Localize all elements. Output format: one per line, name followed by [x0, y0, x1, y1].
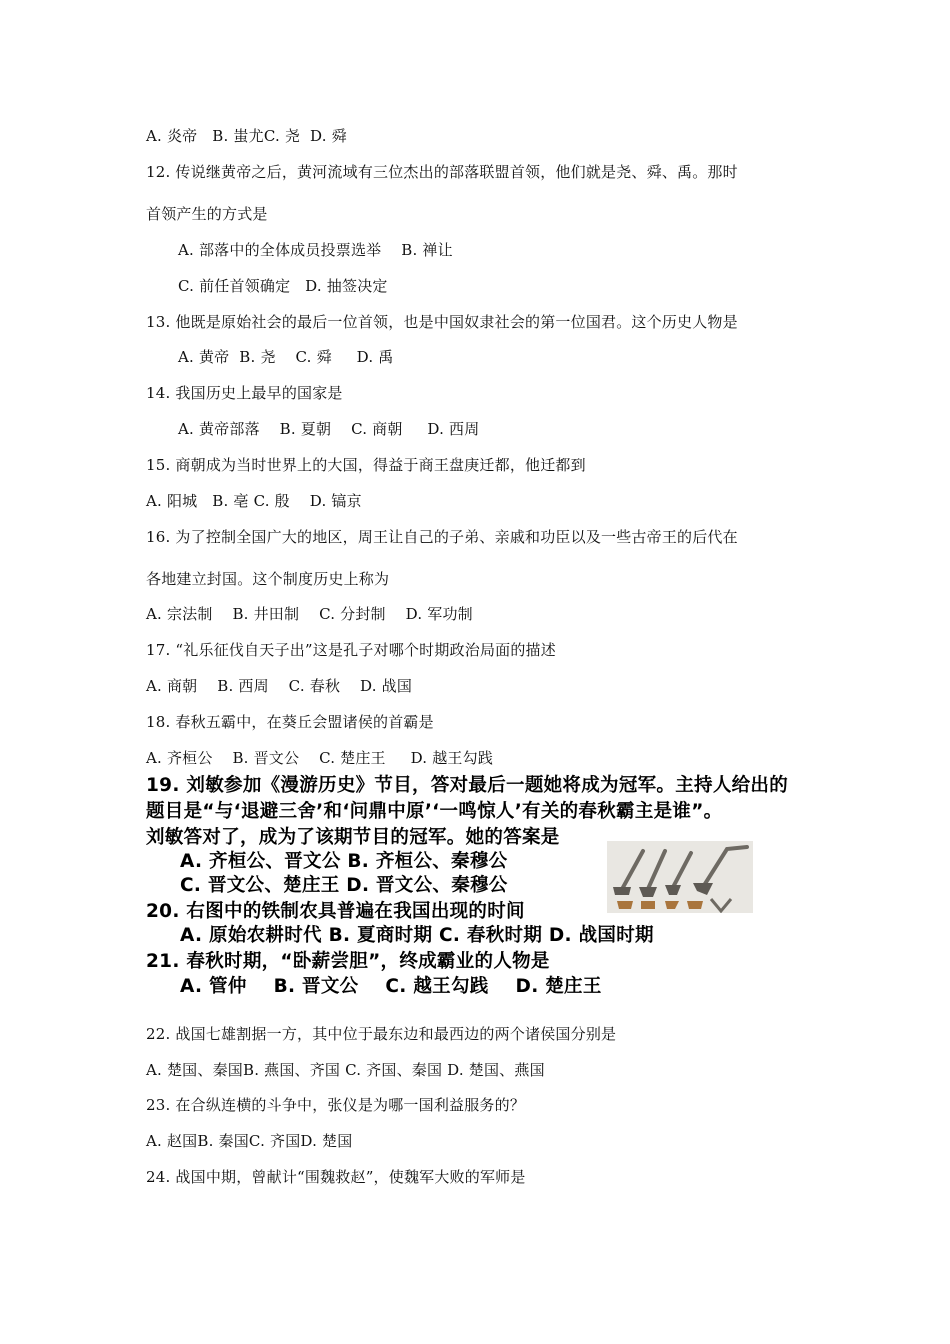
q18-options: A. 齐桓公 B. 晋文公 C. 楚庄王 D. 越王勾践 [146, 749, 494, 767]
q16-stem-line2: 各地建立封国。这个制度历史上称为 [146, 570, 390, 588]
q19-options-line1: A. 齐桓公、晋文公 B. 齐桓公、秦穆公 [180, 851, 508, 872]
q17-stem: 17. “礼乐征伐自天子出”这是孔子对哪个时期政治局面的描述 [146, 641, 556, 659]
q13-stem: 13. 他既是原始社会的最后一位首领，也是中国奴隶社会的第一位国君。这个历史人物是 [146, 313, 738, 331]
q22-options: A. 楚国、秦国B. 燕国、齐国 C. 齐国、秦国 D. 楚国、燕国 [146, 1061, 545, 1079]
q20-options: A. 原始农耕时代 B. 夏商时期 C. 春秋时期 D. 战国时期 [180, 925, 654, 946]
q12-options-line1: A. 部落中的全体成员投票选举 B. 禅让 [178, 241, 453, 259]
q23-options: A. 赵国B. 秦国C. 齐国D. 楚国 [146, 1132, 353, 1150]
q19-stem-line3: 刘敏答对了，成为了该期节目的冠军。她的答案是 [146, 827, 560, 848]
q22-stem: 22. 战国七雄割据一方，其中位于最东边和最西边的两个诸侯国分别是 [146, 1025, 617, 1043]
q21-stem: 21. 春秋时期，“卧薪尝胆”，终成霸业的人物是 [146, 951, 550, 972]
q13-options: A. 黄帝 B. 尧 C. 舜 D. 禹 [178, 348, 394, 366]
q21-options: A. 管仲 B. 晋文公 C. 越王勾践 D. 楚庄王 [180, 976, 602, 997]
q12-stem-line2: 首领产生的方式是 [146, 205, 268, 223]
q19-stem-line1: 19. 刘敏参加《漫游历史》节目，答对最后一题她将成为冠军。主持人给出的 [146, 775, 789, 796]
q19-options-line2: C. 晋文公、楚庄王 D. 晋文公、秦穆公 [180, 875, 508, 896]
q24-stem: 24. 战国中期，曾献计“围魏救赵”，使魏军大败的军师是 [146, 1168, 526, 1186]
q19-stem-line2: 题目是“与‘退避三舍’和‘问鼎中原’‘一鸣惊人’有关的春秋霸主是谁”。 [146, 801, 723, 822]
q23-stem: 23. 在合纵连横的斗争中，张仪是为哪一国利益服务的？ [146, 1096, 526, 1114]
q15-stem: 15. 商朝成为当时世界上的大国，得益于商王盘庚迁都，他迁都到 [146, 456, 586, 474]
q11-options: A. 炎帝 B. 蚩尤C. 尧 D. 舜 [146, 127, 347, 145]
iron-farm-tools-icon [607, 841, 753, 913]
q14-options: A. 黄帝部落 B. 夏朝 C. 商朝 D. 西周 [178, 420, 480, 438]
q12-options-line2: C. 前任首领确定 D. 抽签决定 [178, 277, 388, 295]
q14-stem: 14. 我国历史上最早的国家是 [146, 384, 343, 402]
q16-options: A. 宗法制 B. 井田制 C. 分封制 D. 军功制 [146, 605, 473, 623]
q15-options: A. 阳城 B. 亳 C. 殷 D. 镐京 [146, 492, 362, 510]
q20-stem: 20. 右图中的铁制农具普遍在我国出现的时间 [146, 901, 525, 922]
q12-stem-line1: 12. 传说继黄帝之后，黄河流域有三位杰出的部落联盟首领，他们就是尧、舜、禹。那时 [146, 163, 738, 181]
q18-stem: 18. 春秋五霸中，在葵丘会盟诸侯的首霸是 [146, 713, 434, 731]
iron-farm-tools-figure [607, 841, 753, 913]
q17-options: A. 商朝 B. 西周 C. 春秋 D. 战国 [146, 677, 413, 695]
q16-stem-line1: 16. 为了控制全国广大的地区，周王让自己的子弟、亲戚和功臣以及一些古帝王的后代在 [146, 528, 738, 546]
